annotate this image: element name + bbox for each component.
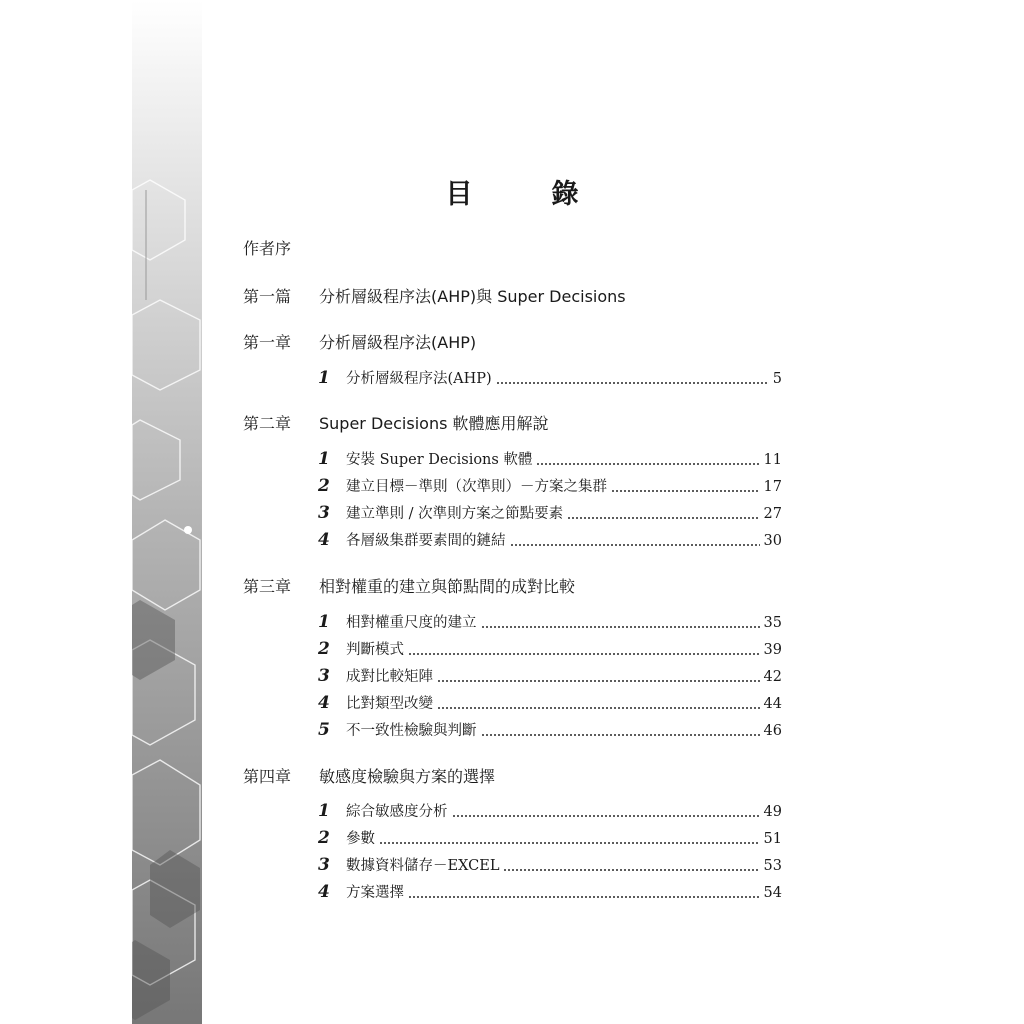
entry-page: 39 [763, 642, 782, 658]
entry-title: 綜合敏感度分析 [346, 804, 448, 820]
entry-title: 不一致性檢驗與判斷 [346, 723, 477, 739]
entry-page: 54 [763, 885, 782, 901]
chapter-label: 第三章 [243, 577, 292, 596]
entry-number: 3 [318, 503, 330, 523]
dot-leader [408, 653, 760, 655]
entry-page: 53 [763, 858, 782, 874]
dot-leader [481, 626, 760, 628]
dot-leader [452, 815, 760, 817]
entry-number: 1 [318, 449, 330, 469]
toc-entry[interactable] [318, 800, 782, 821]
toc-entry[interactable] [318, 719, 782, 740]
chapter-heading [243, 330, 476, 353]
toc-entry[interactable] [318, 665, 782, 686]
chapter-title: Super Decisions 軟體應用解說 [319, 414, 549, 433]
entry-title: 判斷模式 [346, 642, 404, 658]
chapter-label: 第二章 [243, 414, 292, 433]
entry-number: 4 [318, 530, 330, 550]
entry-page: 27 [763, 506, 782, 522]
chapter-label: 第四章 [243, 767, 292, 786]
entry-title: 各層級集群要素間的鏈結 [346, 533, 506, 549]
dot-leader [496, 382, 769, 384]
entry-page: 30 [763, 533, 782, 549]
chapter-label: 第一章 [243, 333, 292, 352]
entry-title: 相對權重尺度的建立 [346, 615, 477, 631]
entry-title: 建立目標－準則（次準則）－方案之集群 [346, 479, 607, 495]
entry-page: 11 [763, 452, 782, 468]
entry-number: 1 [318, 612, 330, 632]
decorative-hexagon-pattern [0, 0, 210, 1024]
entry-title: 建立準則 / 次準則方案之節點要素 [346, 506, 564, 522]
toc-entry[interactable] [318, 448, 782, 469]
entry-page: 5 [772, 371, 782, 387]
part-label: 第一篇 [243, 287, 292, 306]
entry-number: 2 [318, 639, 330, 659]
entry-title: 分析層級程序法(AHP) [346, 371, 492, 387]
toc-entry[interactable] [318, 827, 782, 848]
toc-entry[interactable] [318, 638, 782, 659]
toc-entry[interactable] [318, 367, 782, 388]
chapter-heading [243, 411, 549, 434]
entry-number: 2 [318, 828, 330, 848]
dot-leader [611, 490, 760, 492]
chapter-heading [243, 574, 575, 597]
dot-leader [379, 842, 760, 844]
toc-entry[interactable] [318, 475, 782, 496]
entry-number: 3 [318, 855, 330, 875]
entry-page: 42 [763, 669, 782, 685]
entry-page: 49 [763, 804, 782, 820]
dot-leader [437, 680, 760, 682]
entry-number: 4 [318, 882, 330, 902]
entry-page: 46 [763, 723, 782, 739]
entry-number: 1 [318, 801, 330, 821]
dot-leader [536, 463, 759, 465]
toc-entry[interactable] [318, 881, 782, 902]
dot-leader [567, 517, 759, 519]
chapter-title: 相對權重的建立與節點間的成對比較 [319, 577, 576, 596]
dot-leader [481, 734, 760, 736]
entry-number: 4 [318, 693, 330, 713]
part-heading [243, 284, 626, 307]
entry-title: 方案選擇 [346, 885, 404, 901]
entry-title: 數據資料儲存－EXCEL [346, 858, 500, 874]
dot-leader [510, 544, 760, 546]
dot-leader [437, 707, 760, 709]
part-title: 分析層級程序法(AHP)與 Super Decisions [319, 287, 626, 306]
entry-title: 安裝 Super Decisions 軟體 [346, 452, 533, 468]
page-title: 目 錄 [445, 179, 605, 210]
dot-leader [408, 896, 760, 898]
toc-entry[interactable] [318, 692, 782, 713]
entry-number: 3 [318, 666, 330, 686]
chapter-title: 分析層級程序法(AHP) [319, 333, 477, 352]
preface-heading: 作者序 [243, 239, 292, 258]
dot-leader [503, 869, 759, 871]
toc-entry[interactable] [318, 502, 782, 523]
chapter-title: 敏感度檢驗與方案的選擇 [319, 767, 496, 786]
entry-page: 35 [763, 615, 782, 631]
toc-entry[interactable] [318, 854, 782, 875]
entry-number: 2 [318, 476, 330, 496]
entry-title: 參數 [346, 831, 375, 847]
entry-page: 51 [763, 831, 782, 847]
toc-entry[interactable] [318, 611, 782, 632]
entry-title: 比對類型改變 [346, 696, 433, 712]
chapter-heading [243, 764, 495, 787]
entry-title: 成對比較矩陣 [346, 669, 433, 685]
toc-entry[interactable] [318, 529, 782, 550]
entry-number: 1 [318, 368, 330, 388]
entry-page: 44 [763, 696, 782, 712]
entry-page: 17 [763, 479, 782, 495]
entry-number: 5 [318, 720, 330, 740]
